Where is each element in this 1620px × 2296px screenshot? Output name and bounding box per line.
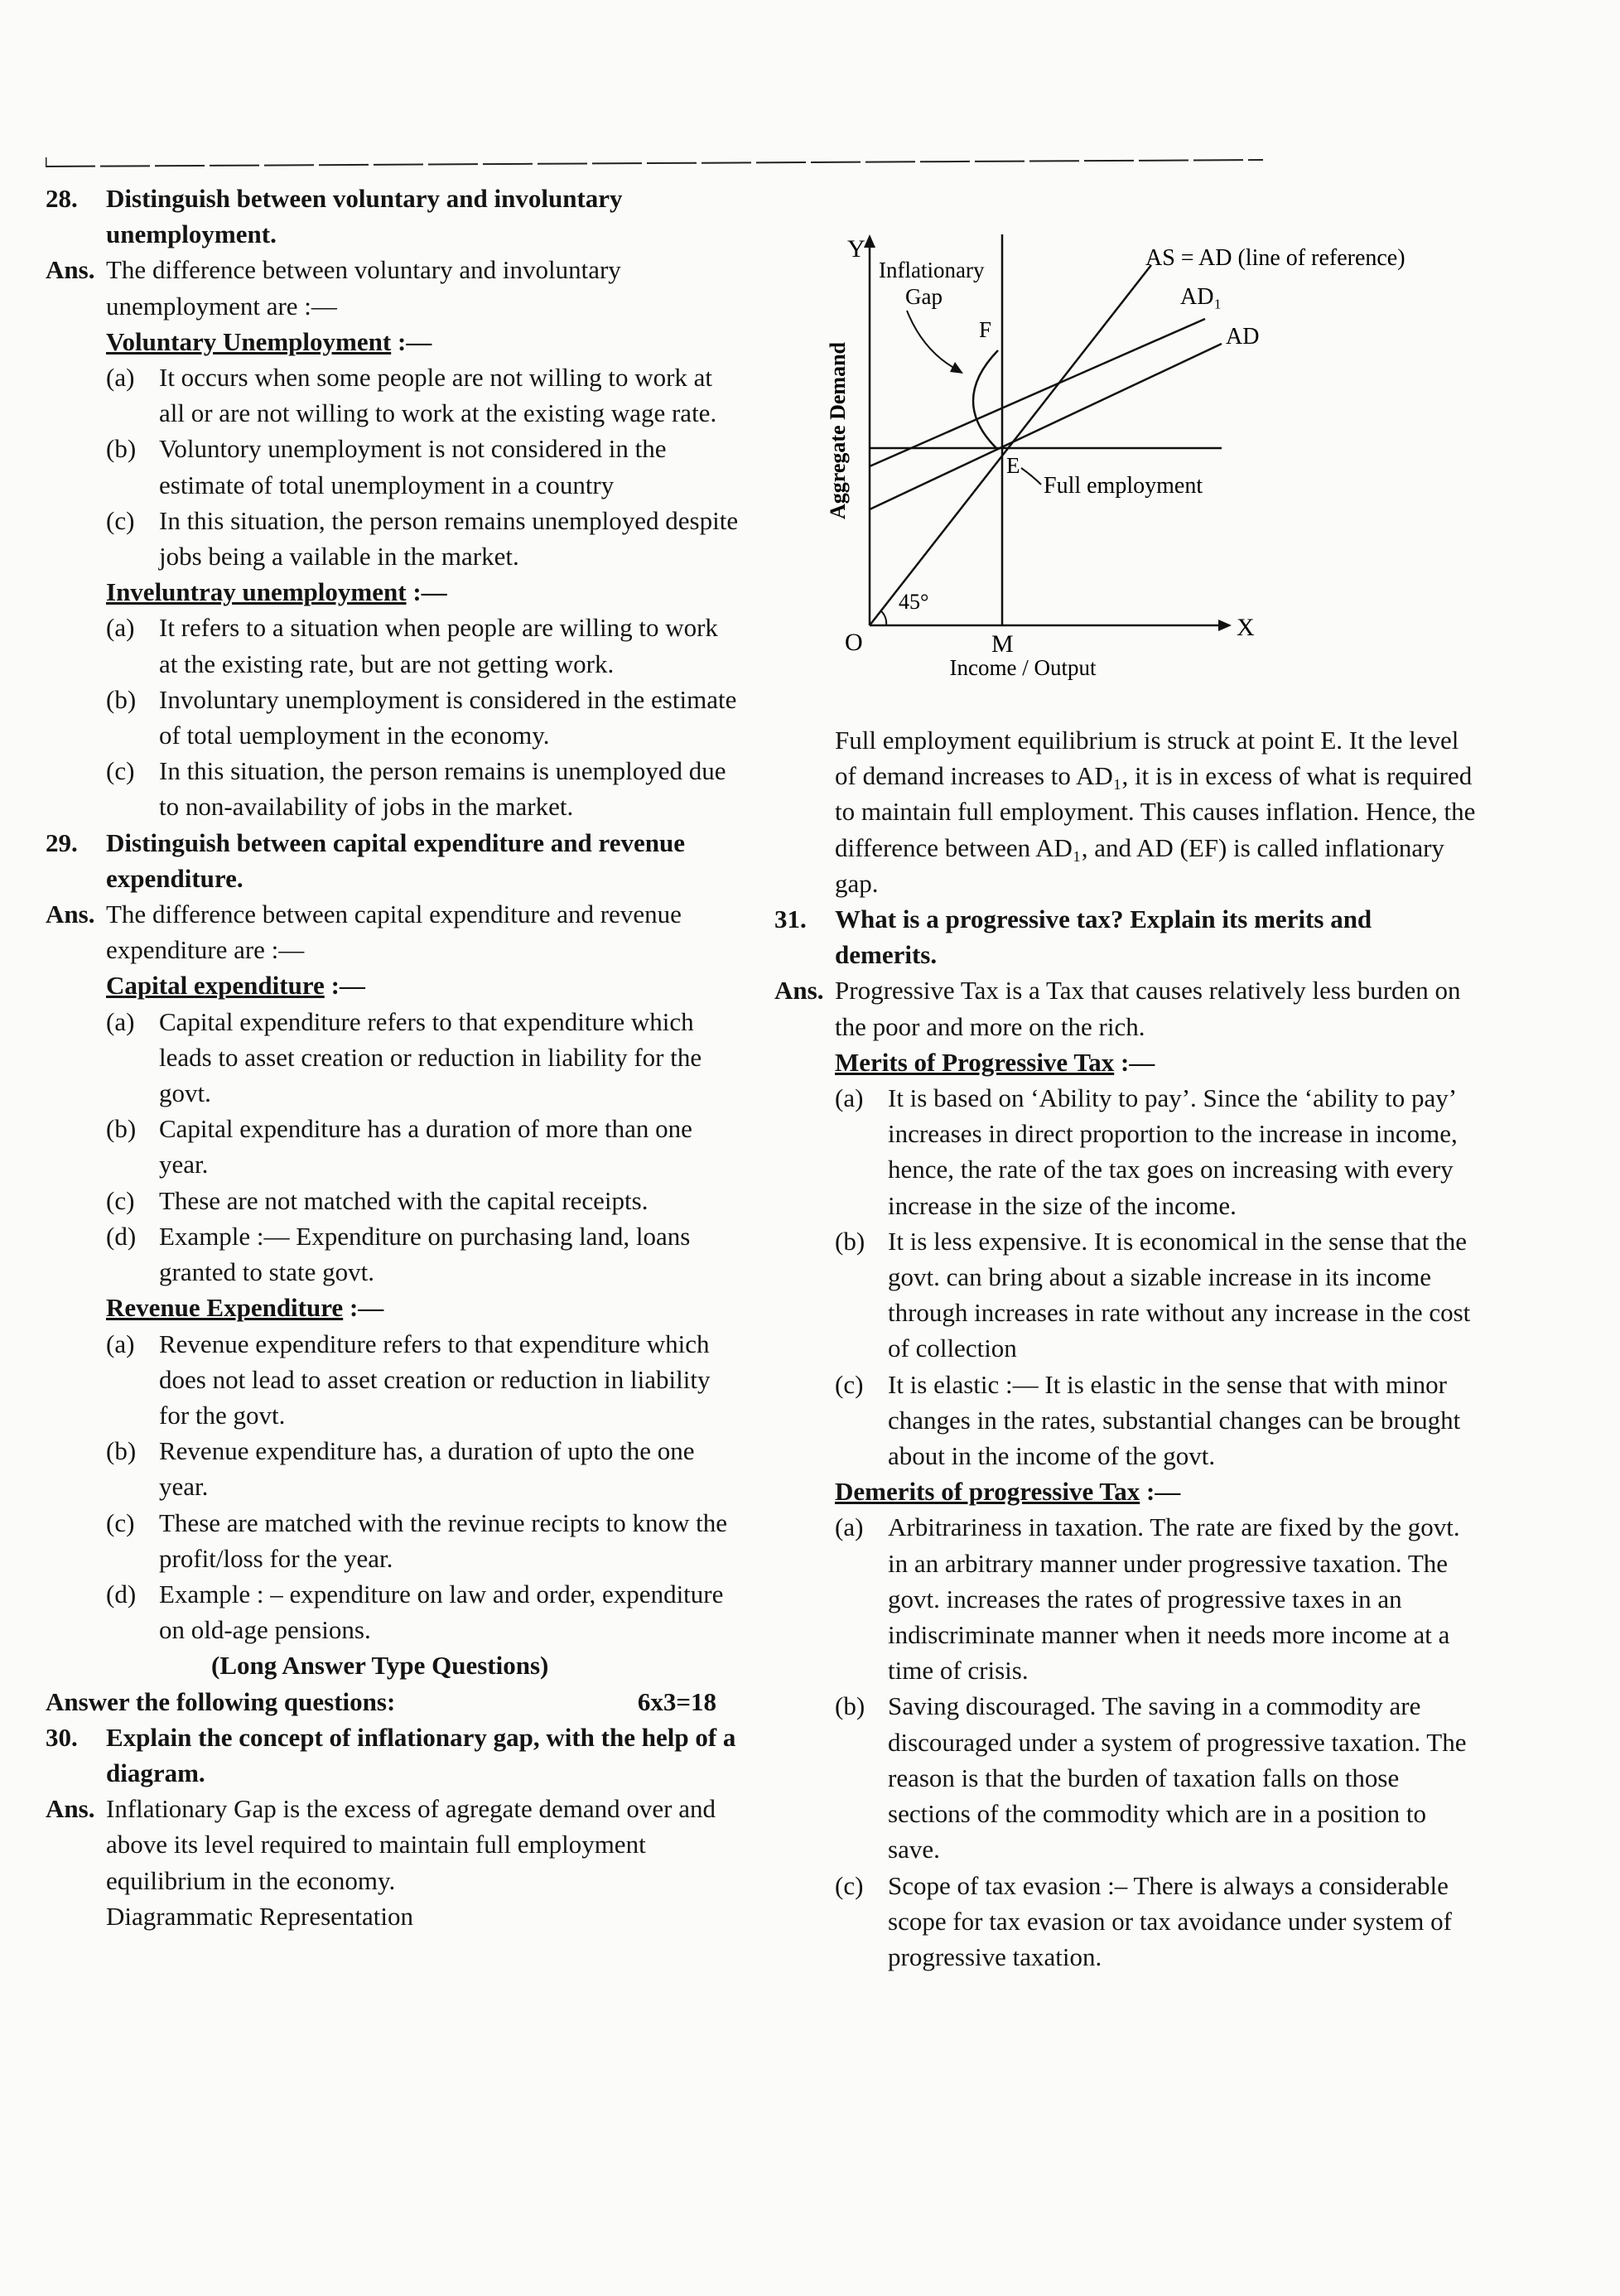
item-label: (a) [835, 1083, 864, 1113]
inflationary-gap-diagram [816, 228, 1478, 692]
item-text: Capital expenditure refers to that expenditure which leads to asset creation or reduction in liability for the govt. [159, 1006, 702, 1108]
answer-text: Inflationary Gap is the excess of agregate demand over and above its level required to maintain full employment equilibrium in the economy. [106, 1794, 716, 1895]
question-number: 31. [774, 904, 807, 934]
answer-31 [774, 972, 1478, 1044]
section-title: (Long Answer Type Questions) [211, 1651, 549, 1681]
list-item [106, 1576, 741, 1647]
y-axis-arrow [864, 234, 875, 248]
list-item [106, 682, 741, 753]
y-axis-letter: Y [847, 235, 865, 263]
item-text: In this situation, the person remains unemployed despite jobs being a vailable in the market. [159, 505, 739, 572]
list-item [835, 1223, 1478, 1367]
list-item [106, 610, 741, 681]
item-label: (a) [106, 1006, 135, 1036]
list-item [106, 1218, 741, 1290]
heading-suffix: :— [406, 577, 447, 607]
item-label: (b) [106, 434, 137, 464]
section-heading [106, 324, 741, 359]
diagram-explanation: Full employment equilibrium is struck at point E. It the level of demand increases to AD₁, it is in excess of what is required to maintain full employment. This causes inflation. Hence, the difference between AD₁, and AD (EF) is called inflationary gap. [835, 726, 1476, 898]
gap-label-line1: Inflationary [879, 258, 985, 282]
answer-intro: Progressive Tax is a Tax that causes relatively less burden on the poor and more on the rich. [835, 976, 1461, 1041]
item-label: (c) [106, 756, 135, 786]
heading-text: Voluntary Unemployment [106, 326, 392, 356]
heading-text: Capital expenditure [106, 971, 325, 1001]
list-item [835, 1688, 1478, 1867]
list-item [106, 431, 741, 502]
ans-label: Ans. [46, 255, 95, 285]
answer-intro: The difference between capital expenditure and revenue expenditure are :— [106, 900, 682, 965]
question-31 [774, 901, 1478, 972]
angle-label: 45° [899, 590, 929, 614]
list-item [106, 1433, 741, 1504]
heading-text: Revenue Expenditure [106, 1293, 344, 1323]
item-text: Voluntory unemployment is not considered in the estimate of total unemployment in a country [159, 434, 667, 499]
ad1-label: AD₁ [1180, 284, 1222, 310]
heading-suffix: :— [391, 326, 432, 356]
answer-intro: The difference between voluntary and involuntary unemployment are :— [106, 255, 621, 321]
gap-pointer-arrow [950, 362, 963, 374]
item-text: In this situation, the person remains is unemployed due to non-availability of jobs in the market. [159, 756, 726, 822]
list-item [106, 1326, 741, 1434]
item-text: Saving discouraged. The saving in a commodity are discouraged under a system of progressive taxation. The reason is that the burden of taxation falls on those sections of the commodity which are in a position to save. [888, 1691, 1467, 1864]
item-label: (c) [106, 1507, 135, 1537]
answer-30 [46, 1791, 741, 1898]
item-label: (b) [106, 1114, 137, 1144]
answer-29 [46, 896, 741, 967]
item-text: It is based on ‘Ability to pay’. Since the ‘ability to pay’ increases in direct proportion to the increase in income, hence, the rate of the tax goes on increasing with every increase in the size of the income. [888, 1083, 1458, 1220]
item-text: Revenue expenditure has, a duration of upto the one year. [159, 1436, 695, 1502]
question-30 [46, 1720, 741, 1791]
instructions-row [46, 1684, 741, 1720]
heading-suffix: :— [1140, 1477, 1181, 1507]
question-28 [46, 181, 741, 252]
marks-text: 6x3=18 [637, 1686, 716, 1716]
item-text: Scope of tax evasion :– There is always a considerable scope for tax evasion or tax avoidance under system of progressive taxation. [888, 1870, 1452, 1971]
list-item [106, 1505, 741, 1576]
reference-line-label: AS = AD (line of reference) [1145, 245, 1405, 271]
full-employment-label: Full employment [1044, 473, 1203, 499]
heading-text: Merits of Progressive Tax [835, 1047, 1115, 1077]
x-axis-letter: X [1237, 614, 1255, 641]
list-item [106, 1111, 741, 1182]
list-item [106, 503, 741, 574]
list-item [106, 1183, 741, 1218]
item-text: Example :— Expenditure on purchasing land, loans granted to state govt. [159, 1221, 691, 1287]
item-text: These are matched with the revinue recipts to know the profit/loss for the year. [159, 1507, 728, 1573]
item-label: (b) [835, 1691, 865, 1721]
right-column [774, 722, 1478, 1975]
gap-brace [973, 350, 998, 450]
answer-28 [46, 252, 741, 323]
list-item [835, 1080, 1478, 1223]
item-label: (d) [106, 1221, 137, 1251]
ans-label: Ans. [774, 976, 824, 1006]
heading-suffix: :— [324, 971, 365, 1001]
list-item [835, 1367, 1478, 1474]
item-label: (b) [835, 1226, 865, 1256]
x-axis-arrow [1218, 620, 1232, 631]
section-heading [106, 1290, 741, 1325]
item-label: (d) [106, 1579, 137, 1609]
heading-text: Inveluntray unemployment [106, 577, 407, 607]
full-employment-pointer [1021, 468, 1041, 485]
origin-label: O [845, 629, 863, 656]
diagram-caption: Diagrammatic Representation [106, 1901, 414, 1931]
list-item [835, 1868, 1478, 1975]
question-text: Explain the concept of inflationary gap, with the help of a diagram. [106, 1722, 736, 1787]
point-m-label: M [991, 630, 1014, 658]
item-label: (c) [106, 505, 135, 535]
item-text: It occurs when some people are not willing to work at all or are not willing to work at the existing wage rate. [159, 363, 717, 428]
question-text: Distinguish between voluntary and involuntary unemployment. [106, 184, 623, 249]
list-item [106, 753, 741, 824]
ans-label: Ans. [46, 900, 95, 929]
item-label: (a) [106, 613, 135, 643]
section-heading [835, 1474, 1478, 1509]
item-text: Example : – expenditure on law and order, expenditure on old-age pensions. [159, 1579, 724, 1645]
question-text: Distinguish between capital expenditure and revenue expenditure. [106, 827, 685, 893]
top-rule [46, 157, 1263, 169]
item-text: These are not matched with the capital receipts. [159, 1185, 648, 1215]
heading-text: Demerits of progressive Tax [835, 1477, 1140, 1507]
question-number: 28. [46, 184, 78, 213]
section-heading [106, 967, 741, 1003]
heading-suffix: :— [343, 1293, 384, 1323]
as-ad-reference-line [870, 265, 1151, 625]
gap-pointer [907, 311, 958, 370]
ad1-line [870, 319, 1205, 466]
item-text: Involuntary unemployment is considered in the estimate of total uemployment in the economy. [159, 684, 737, 750]
item-label: (b) [106, 1436, 137, 1466]
item-label: (a) [835, 1512, 864, 1542]
item-label: (a) [106, 363, 135, 393]
question-29 [46, 825, 741, 896]
ans-label: Ans. [46, 1794, 95, 1824]
point-e-label: E [1006, 453, 1020, 478]
heading-suffix: :— [1114, 1047, 1155, 1077]
item-text: It is less expensive. It is economical in the sense that the govt. can bring about a sizable increase in its income through increases in rate without any increase in the cost of collection [888, 1226, 1471, 1363]
list-item [106, 359, 741, 431]
item-label: (c) [835, 1369, 864, 1399]
item-label: (b) [106, 684, 137, 714]
item-label: (c) [835, 1870, 864, 1900]
question-number: 29. [46, 827, 78, 857]
question-number: 30. [46, 1722, 78, 1752]
gap-label-line2: Gap [905, 284, 943, 309]
section-heading [106, 574, 741, 610]
y-axis-label: Aggregate Demand [826, 342, 850, 519]
point-f-label: F [979, 317, 992, 342]
section-heading [835, 1044, 1478, 1080]
item-text: It refers to a situation when people are willing to work at the existing rate, but are not getting work. [159, 613, 718, 678]
item-label: (a) [106, 1329, 135, 1358]
list-item [835, 1509, 1478, 1688]
angle-arc [880, 610, 886, 625]
item-text: Capital expenditure has a duration of more than one year. [159, 1114, 692, 1179]
instructions-text: Answer the following questions: [46, 1686, 396, 1716]
list-item [106, 1004, 741, 1112]
ad-label: AD [1226, 324, 1260, 350]
left-column [46, 181, 741, 1934]
item-label: (c) [106, 1185, 135, 1215]
item-text: Arbitrariness in taxation. The rate are fixed by the govt. in an arbitrary manner under progressive taxation. The govt. increases the rates of progressive taxes in an indiscriminate manner when it needs more income at a time of crisis. [888, 1512, 1460, 1686]
item-text: Revenue expenditure refers to that expenditure which does not lead to asset creation or reduction in liability for the govt. [159, 1329, 711, 1430]
x-axis-label: Income / Output [949, 655, 1097, 680]
item-text: It is elastic :— It is elastic in the sense that with minor changes in the rates, substantial changes can be brought about in the income of the govt. [888, 1369, 1461, 1471]
question-text: What is a progressive tax? Explain its merits and demerits. [835, 904, 1372, 970]
